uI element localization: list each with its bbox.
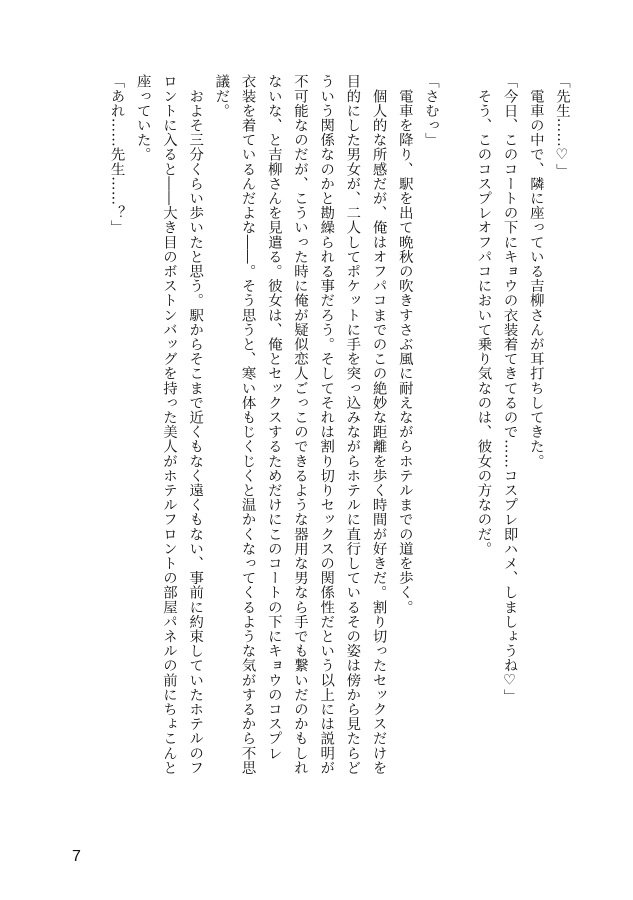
blank-line (444, 74, 470, 814)
text-line: 目的にした男女が、二人してポケットに手を突っ込みながらホテルに直行しているその姿は傍から見たらど (344, 74, 361, 775)
text-line: 「さむっ」 (422, 74, 439, 147)
text-line: 「あれ……先生……？」 (108, 74, 125, 235)
page-number: 7 (72, 848, 81, 865)
text-line: そう、このコスプレオフパコにおいて乗り気なのは、彼女の方なのだ。 (475, 74, 492, 556)
vertical-text-block (55, 74, 575, 814)
text-line: 不可能なのだが、こういった時に俺が疑似恋人ごっこのできるような器用な男なら手でも繋いだのかもしれ (291, 74, 308, 775)
text-line: ういう関係なのかと勘繰られる事だろう。そしてそれは割り切りセックスの関係性だという以上には説明が (318, 74, 335, 775)
text-line: 議だ。 (213, 74, 230, 118)
text-line: 「先生……♡」 (554, 74, 570, 178)
text-line: 「今日、このコートの下にキョウの衣装着てきてるので……コスプレ即ハメ、しましょうね♡」 (501, 74, 518, 704)
text-line: ロントに入ると――大き目のボストンバッグを持った美人がホテルフロントの部屋パネルの前にちょこんと (160, 74, 177, 775)
text-line: ないな、と吉柳さんを見遣る。彼女は、俺とセックスするためだけにこのコートの下にキョウのコスプレ (265, 74, 282, 761)
text-line: 衣装を着ているんだよな――。そう思うと、寒い体もじくじくと温かくなってくるような気がするから不思 (239, 74, 256, 775)
text-line: 座っていた。 (134, 74, 151, 162)
text-line: およそ三分くらい歩いたと思う。駅からそこまで近くもなく遠くもない、事前に約束していたホテルのフ (187, 74, 204, 775)
text-line: 電車を降り、駅を出て晩秋の吹きすさぶ風に耐えながらホテルまでの道を歩く。 (396, 74, 413, 615)
text-line: 電車の中で、隣に座っている吉柳さんが耳打ちしてきた。 (527, 74, 544, 469)
text-line: 個人的な所感だが、俺はオフパコまでのこの絶妙な距離を歩く時間が好きだ。割り切ったセックスだけを (370, 74, 387, 775)
